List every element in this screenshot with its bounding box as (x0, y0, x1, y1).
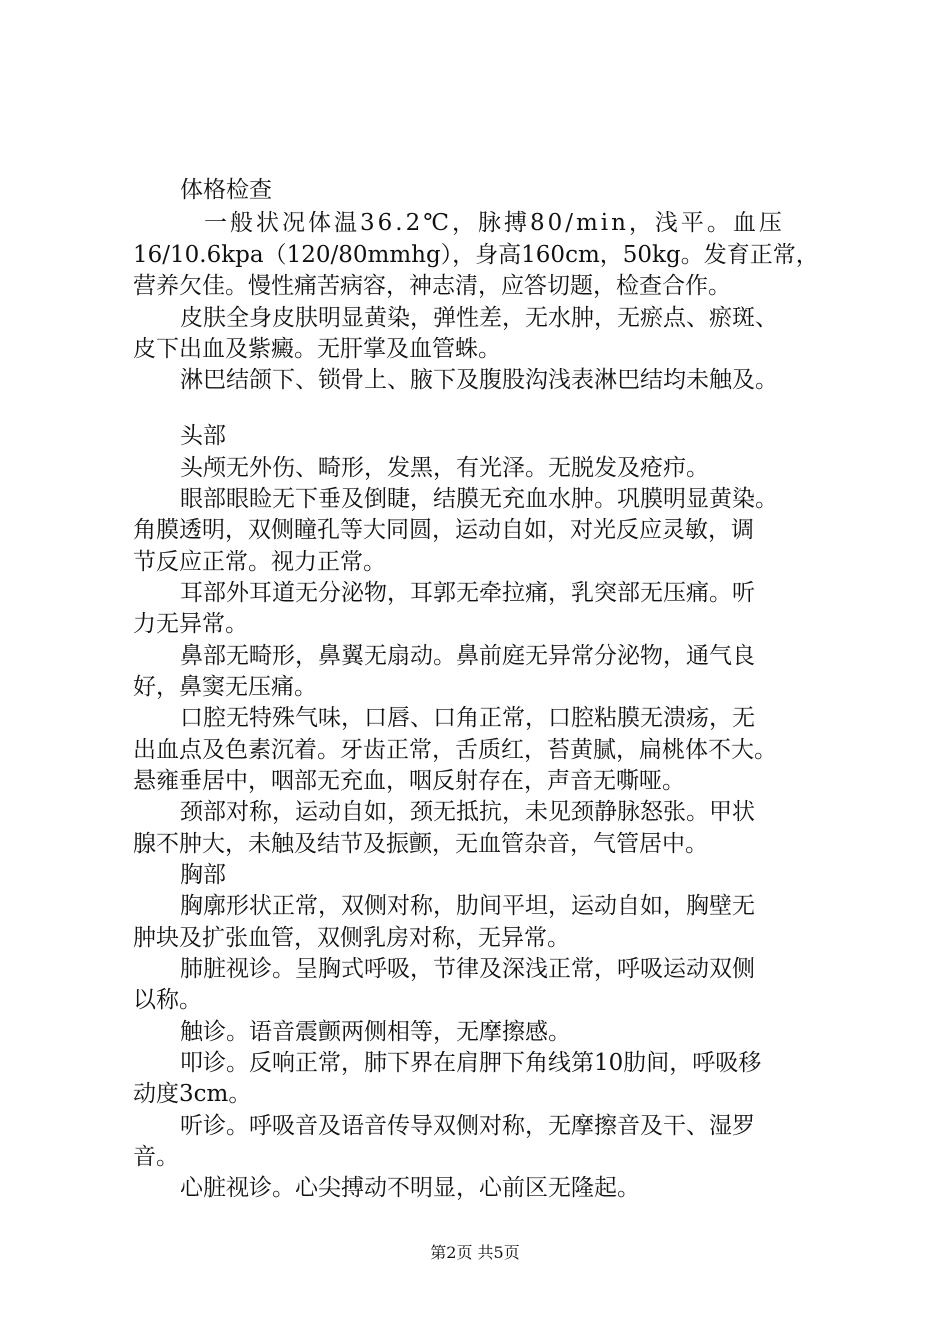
text-line: 一般状况体温36.2℃，脉搏80/min，浅平。血压 (204, 210, 785, 236)
page-number: 第2页 共5页 (430, 1243, 520, 1262)
text-line: 腺不肿大，未触及结节及振颤，无血管杂音，气管居中。 (133, 831, 708, 857)
text-line: 肺脏视诊。呈胸式呼吸，节律及深浅正常，呼吸运动双侧 (180, 956, 755, 982)
text-line: 淋巴结颌下、锁骨上、腋下及腹股沟浅表淋巴结均未触及。 (180, 367, 778, 393)
text-line: 体格检查 (180, 177, 272, 203)
text-line: 胸部 (180, 862, 226, 888)
text-line: 肿块及扩张血管，双侧乳房对称，无异常。 (133, 925, 570, 951)
text-line: 听诊。呼吸音及语音传导双侧对称，无摩擦音及干、湿罗 (180, 1113, 755, 1139)
text-line: 动度3cm。 (133, 1081, 252, 1107)
text-line: 鼻部无畸形，鼻翼无扇动。鼻前庭无异常分泌物，通气良 (180, 643, 755, 669)
text-line: 颈部对称，运动自如，颈无抵抗，未见颈静脉怒张。甲状 (180, 799, 755, 825)
text-line: 头部 (180, 423, 226, 449)
text-line: 触诊。语音震颤两侧相等，无摩擦感。 (180, 1019, 571, 1045)
text-line: 16/10.6kpa（120/80mmhg），身高160cm，50kg。发育正常， (133, 242, 819, 268)
text-line: 叩诊。反响正常，肺下界在肩胛下角线第10肋间，呼吸移 (180, 1050, 762, 1076)
text-line: 出血点及色素沉着。牙齿正常，舌质红，苔黄腻，扁桃体不大。 (133, 737, 777, 763)
text-line: 耳部外耳道无分泌物，耳郭无牵拉痛，乳突部无压痛。听 (180, 580, 755, 606)
text-line: 音。 (133, 1144, 179, 1170)
text-line: 心脏视诊。心尖搏动不明显，心前区无隆起。 (180, 1175, 640, 1201)
text-line: 皮下出血及紫癜。无肝掌及血管蛛。 (133, 336, 501, 362)
text-line: 皮肤全身皮肤明显黄染，弹性差，无水肿，无瘀点、瘀斑、 (180, 305, 778, 331)
text-line: 口腔无特殊气味，口唇、口角正常，口腔粘膜无溃疡，无 (180, 705, 755, 731)
text-line: 眼部眼睑无下垂及倒睫，结膜无充血水肿。巩膜明显黄染。 (180, 486, 778, 512)
text-line: 胸廓形状正常，双侧对称，肋间平坦，运动自如，胸壁无 (180, 893, 755, 919)
text-line: 悬雍垂居中，咽部无充血，咽反射存在，声音无嘶哑。 (133, 768, 685, 794)
text-line: 好，鼻窦无压痛。 (133, 674, 317, 700)
text-line: 节反应正常。视力正常。 (133, 549, 386, 575)
text-line: 力无异常。 (133, 611, 248, 637)
text-line: 头颅无外伤、畸形，发黑，有光泽。无脱发及疮疖。 (180, 455, 709, 481)
text-line: 以称。 (133, 987, 202, 1013)
text-line: 角膜透明，双侧瞳孔等大同圆，运动自如，对光反应灵敏，调 (133, 517, 754, 543)
text-line: 营养欠佳。慢性痛苦病容，神志清，应答切题，检查合作。 (133, 273, 731, 299)
